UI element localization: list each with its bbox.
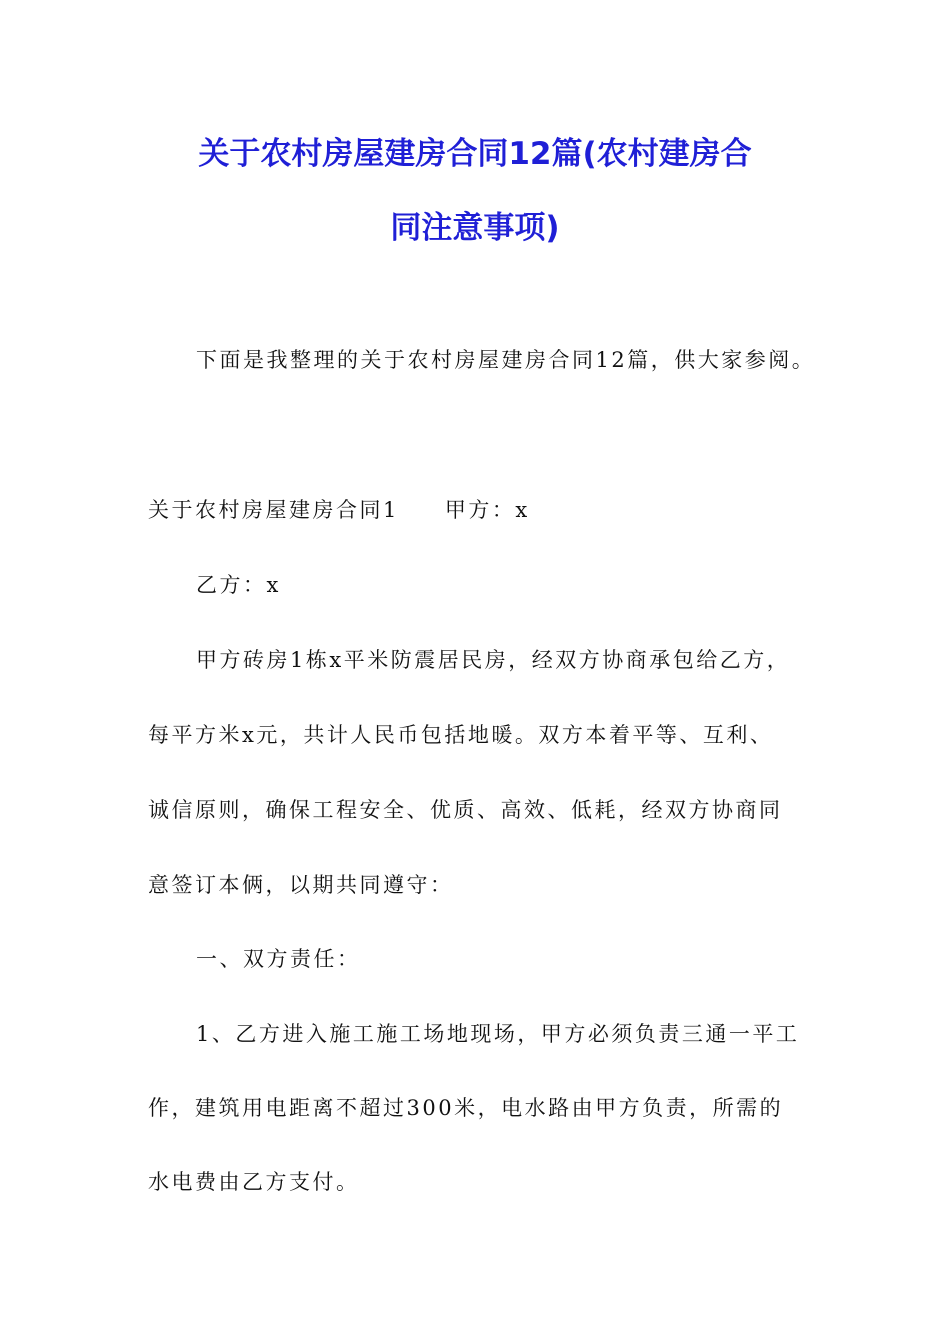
paragraph-1-line-4: 意签订本俩，以期共同遵守： [148,873,454,897]
item-1-line-2: 作，建筑用电距离不超过300米，电水路由甲方负责，所需的 [148,1096,784,1120]
document-title-line-1: 关于农村房屋建房合同12篇(农村建房合 [198,136,752,172]
contract-heading: 关于农村房屋建房合同1 [148,498,399,522]
party-b: 乙方：x [196,573,281,597]
document-title-line-2: 同注意事项) [390,210,560,246]
intro-paragraph: 下面是我整理的关于农村房屋建房合同12篇，供大家参阅。 [196,348,816,372]
section-1-heading: 一、双方责任： [196,947,361,971]
paragraph-1-line-2: 每平方米x元，共计人民币包括地暖。双方本着平等、互利、 [148,723,774,747]
item-1-line-3: 水电费由乙方支付。 [148,1170,360,1194]
paragraph-1-line-1: 甲方砖房1栋x平米防震居民房，经双方协商承包给乙方， [196,648,791,672]
contract-heading-row [148,495,530,525]
item-1-line-1: 1、乙方进入施工施工场地现场，甲方必须负责三通一平工 [196,1022,800,1046]
party-a: 甲方：x [444,498,530,522]
paragraph-1-line-3: 诚信原则，确保工程安全、优质、高效、低耗，经双方协商同 [148,798,783,822]
